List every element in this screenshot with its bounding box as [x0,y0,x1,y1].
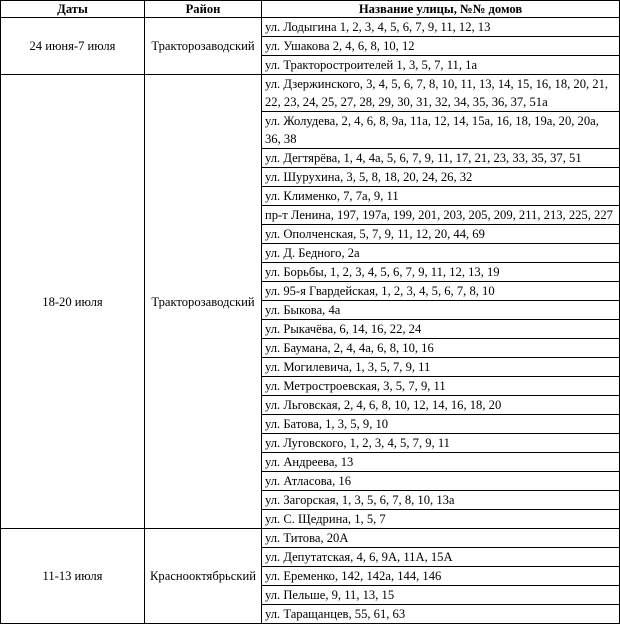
table-row [1,18,620,75]
street-entry: ул. Андреева, 13 [262,453,619,472]
street-entry: ул. Ушакова 2, 4, 6, 8, 10, 12 [262,37,619,56]
street-entry: ул. Метростроевская, 3, 5, 7, 9, 11 [262,377,619,396]
street-entry: ул. Дегтярёва, 1, 4, 4а, 5, 6, 7, 9, 11, 17, 21, 23, 33, 35, 37, 51 [262,149,619,168]
street-entry: ул. Атласова, 16 [262,472,619,491]
streets-cell [262,18,620,75]
street-entry: ул. Тракторостроителей 1, 3, 5, 7, 11, 1а [265,58,478,72]
dates-cell: 18-20 июля [1,75,145,529]
street-entry: пр-т Ленина, 197, 197а, 199, 201, 203, 205, 209, 211, 213, 225, 227 [262,206,619,225]
header-dates: Даты [1,1,145,18]
street-entry: ул. Титова, 20А [262,529,619,548]
streets-cell [262,75,620,529]
street-entry: ул. Быкова, 4а [262,301,619,320]
street-entry: ул. 95-я Гвардейская, 1, 2, 3, 4, 5, 6, 7, 8, 10 [262,282,619,301]
street-entry: ул. Клименко, 7, 7а, 9, 11 [262,187,619,206]
header-row [1,1,620,18]
street-entry: ул. Лодыгина 1, 2, 3, 4, 5, 6, 7, 9, 11, 12, 13 [262,18,619,37]
street-entry: ул. Дзержинского, 3, 4, 5, 6, 7, 8, 10, 11, 13, 14, 15, 16, 18, 20, 21, 22, 23, 24, 25, 27, 28, 29, 30, 31, 32, 34, 35, 36, 37, 51а [262,75,619,112]
street-entry: ул. Жолудева, 2, 4, 6, 8, 9а, 11а, 12, 14, 15а, 16, 18, 19а, 20, 20а, 36, 38 [262,112,619,149]
street-entry: ул. Рыкачёва, 6, 14, 16, 22, 24 [262,320,619,339]
street-entry: ул. Баумана, 2, 4, 4а, 6, 8, 10, 16 [262,339,619,358]
district-cell: Тракторозаводский [145,75,262,529]
street-entry: ул. Батова, 1, 3, 5, 9, 10 [262,415,619,434]
dates-cell: 24 июня-7 июля [1,18,145,75]
district-cell: Тракторозаводский [145,18,262,75]
street-entry: ул. Ополченская, 5, 7, 9, 11, 12, 20, 44, 69 [262,225,619,244]
header-district: Район [145,1,262,18]
street-entry: ул. Депутатская, 4, 6, 9А, 11А, 15А [262,548,619,567]
dates-cell: 11-13 июля [1,529,145,624]
street-entry: ул. Загорская, 1, 3, 5, 6, 7, 8, 10, 13а [262,491,619,510]
table-row [1,529,620,624]
street-entry: ул. Льговская, 2, 4, 6, 8, 10, 12, 14, 16, 18, 20 [262,396,619,415]
street-entry: ул. Могилевича, 1, 3, 5, 7, 9, 11 [262,358,619,377]
street-entry: ул. Таращанцев, 55, 61, 63 [265,607,406,621]
street-entry: ул. Борьбы, 1, 2, 3, 4, 5, 6, 7, 9, 11, 12, 13, 19 [262,263,619,282]
district-cell: Краснооктябрьский [145,529,262,624]
street-entry: ул. Пельше, 9, 11, 13, 15 [262,586,619,605]
street-entry: ул. Шурухина, 3, 5, 8, 18, 20, 24, 26, 32 [262,168,619,187]
streets-cell [262,529,620,624]
street-entry: ул. Луговского, 1, 2, 3, 4, 5, 7, 9, 11 [262,434,619,453]
street-entry: ул. Еременко, 142, 142а, 144, 146 [262,567,619,586]
street-entry: ул. Д. Бедного, 2а [262,244,619,263]
street-entry: ул. С. Щедрина, 1, 5, 7 [265,512,386,526]
table-body [1,18,620,624]
header-streets: Название улицы, №№ домов [262,1,620,18]
table-row [1,75,620,529]
